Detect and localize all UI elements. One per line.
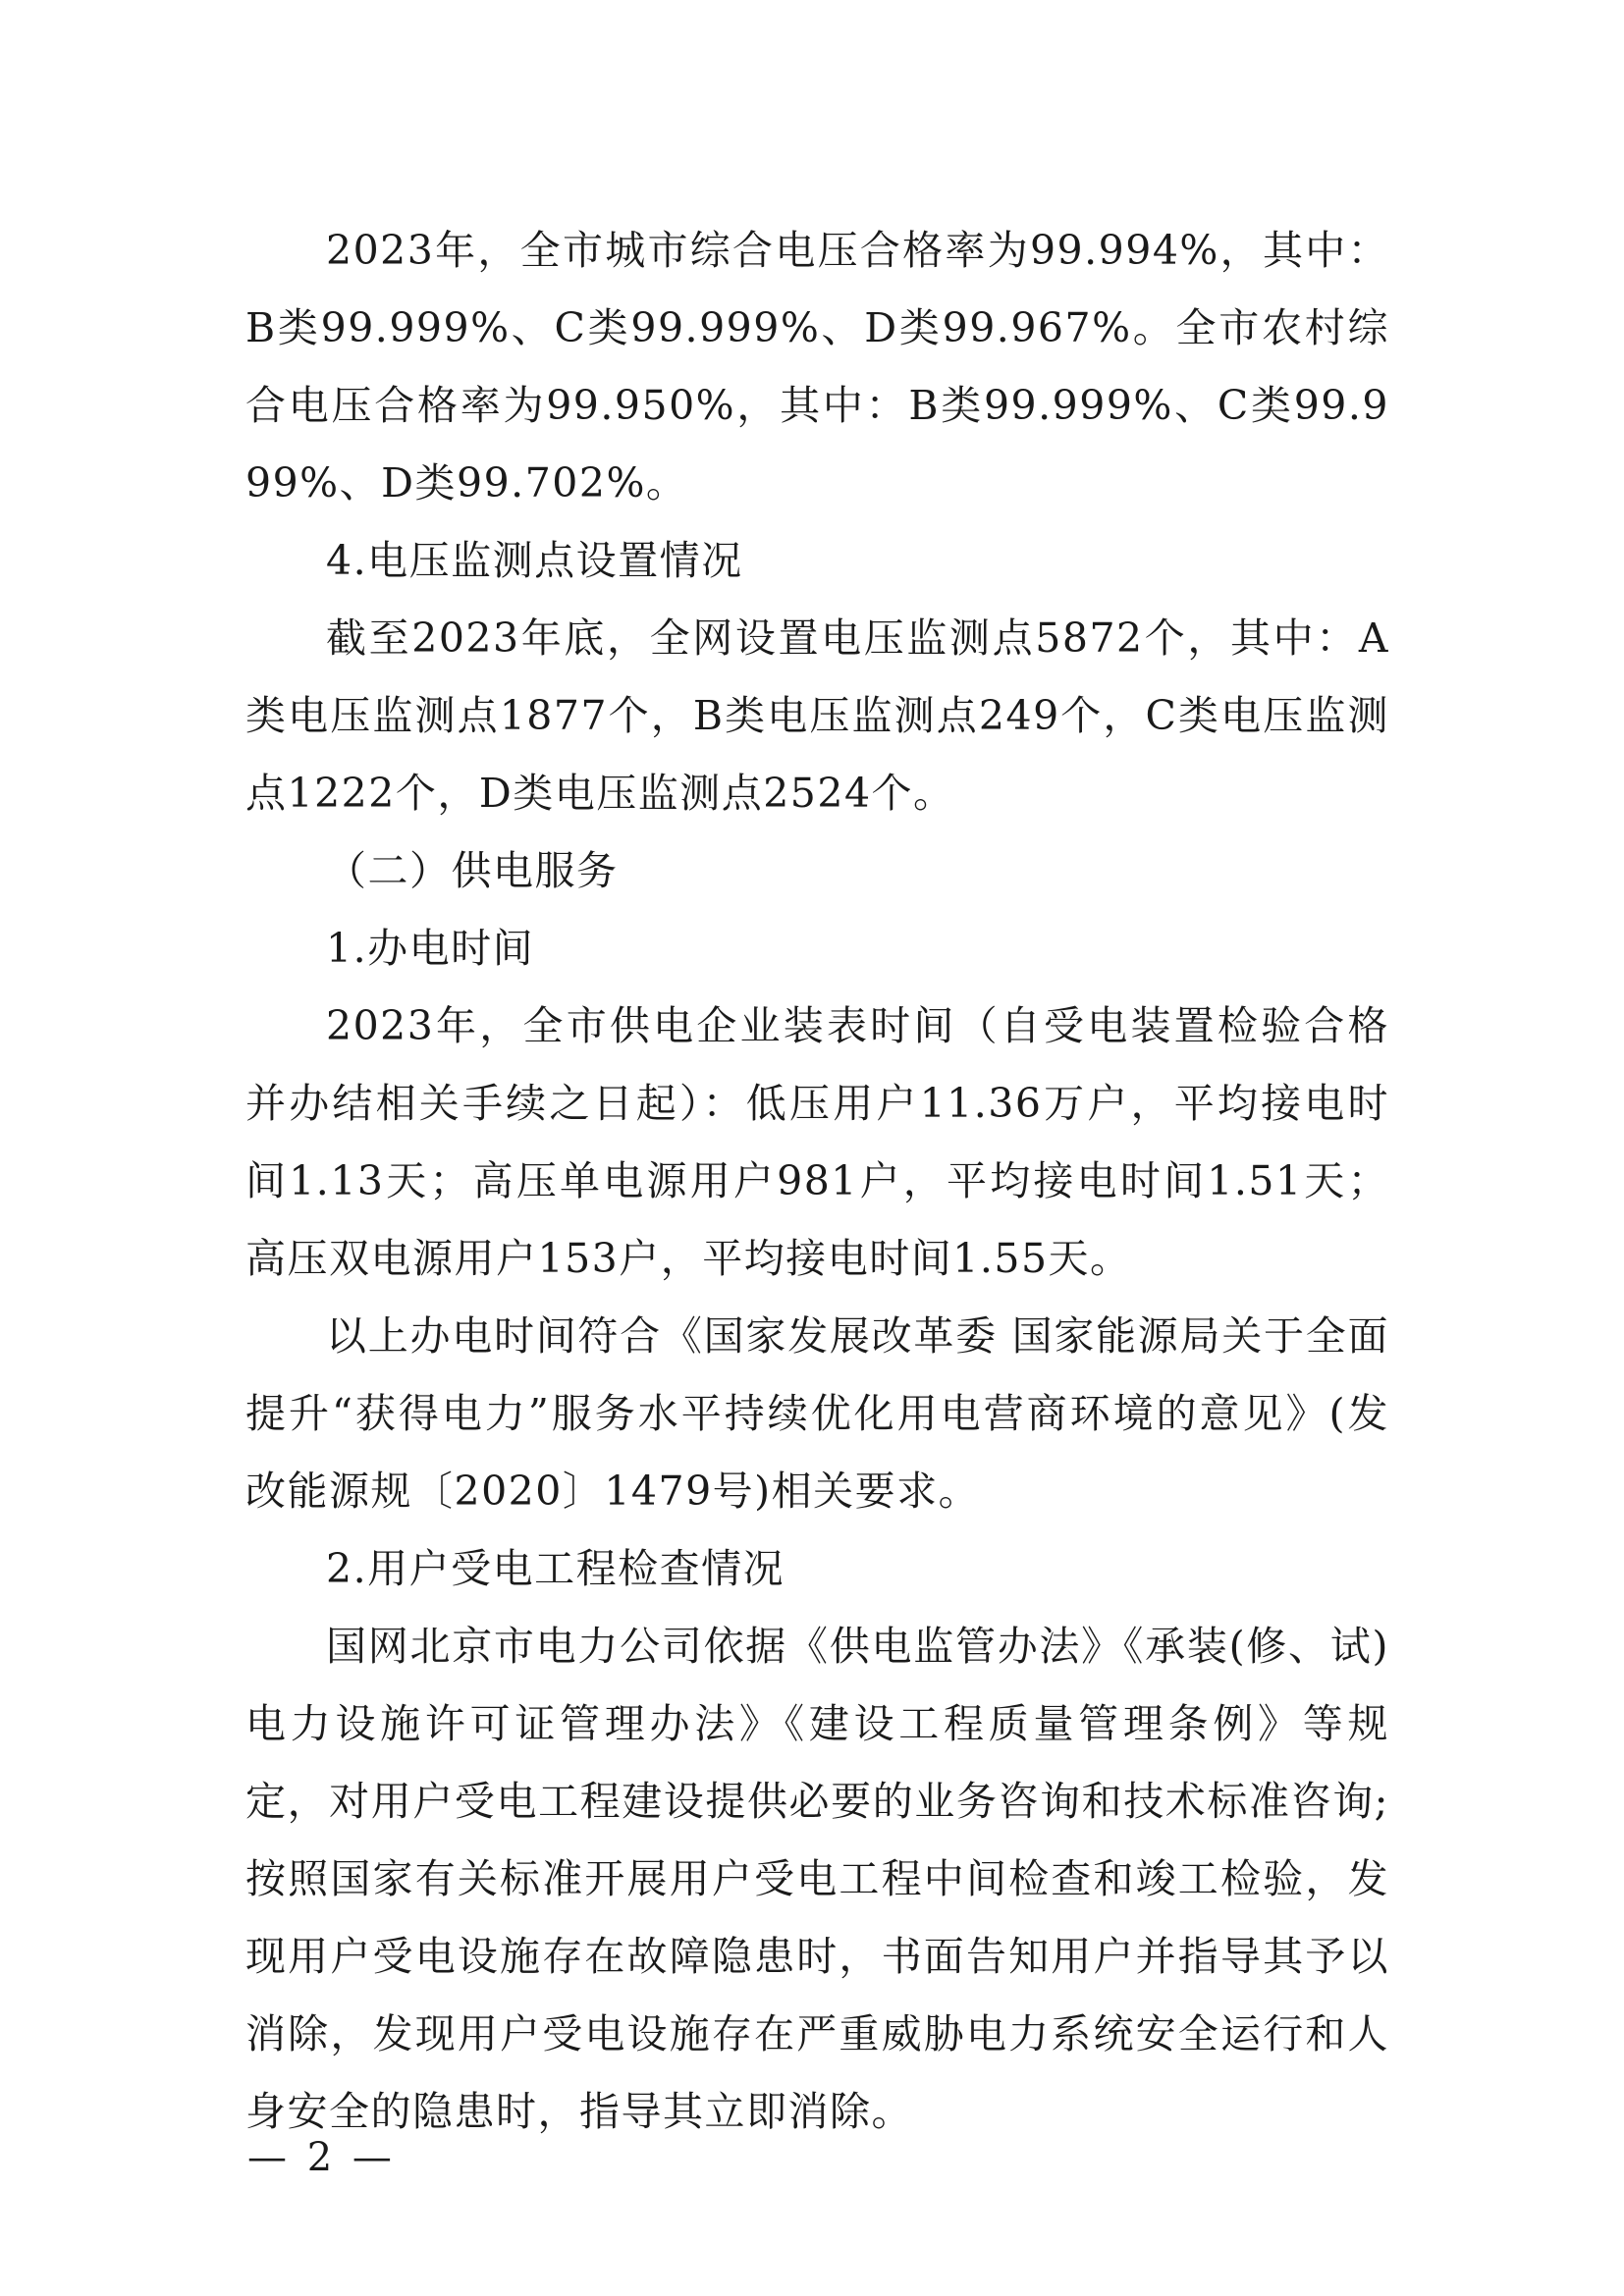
paragraph-inspection-details: 国网北京市电力公司依据《供电监管办法》《承装(修、试)电力设施许可证管理办法》《建设工程质量管理条例》等规定，对用户受电工程建设提供必要的业务咨询和技术标准咨询;按照国家有关标准开展用户受电工程中间检查和竣工检验，发现用户受电设施存在故障隐患时，书面告知用户并指导其予以消除，发现用户受电设施存在严重威胁电力系统安全运行和人身安全的隐患时，指导其立即消除。 bbox=[245, 1623, 1389, 2135]
heading-voltage-monitoring-points: 4.电压监测点设置情况 bbox=[326, 537, 743, 584]
paragraph-voltage-qualification-rate: 2023年，全市城市综合电压合格率为99.994%，其中：B类99.999%、C类99.999%、D类99.967%。全市农村综合电压合格率为99.950%，其中：B类99.999%、C类99.999%、D类99.702%。 bbox=[245, 227, 1389, 507]
heading-application-time: 1.办电时间 bbox=[326, 925, 535, 972]
heading-power-supply-service: （二）供电服务 bbox=[326, 847, 619, 894]
paragraph-policy-compliance: 以上办电时间符合《国家发展改革委 国家能源局关于全面提升“获得电力”服务水平持续优化用电营商环境的意见》(发改能源规〔2020〕1479号)相关要求。 bbox=[245, 1312, 1389, 1515]
paragraph-meter-installation-time: 2023年，全市供电企业装表时间（自受电装置检验合格并办结相关手续之日起）：低压用户11.36万户，平均接电时间1.13天；高压单电源用户981户，平均接电时间1.51天；高压双电源用户153户，平均接电时间1.55天。 bbox=[245, 1002, 1389, 1282]
paragraph-monitoring-points: 截至2023年底，全网设置电压监测点5872个，其中：A类电压监测点1877个，B类电压监测点249个，C类电压监测点1222个，D类电压监测点2524个。 bbox=[245, 614, 1389, 817]
document-body bbox=[245, 212, 1389, 2151]
page-number: — 2 — bbox=[247, 2135, 396, 2180]
heading-user-project-inspection: 2.用户受电工程检查情况 bbox=[326, 1545, 785, 1592]
